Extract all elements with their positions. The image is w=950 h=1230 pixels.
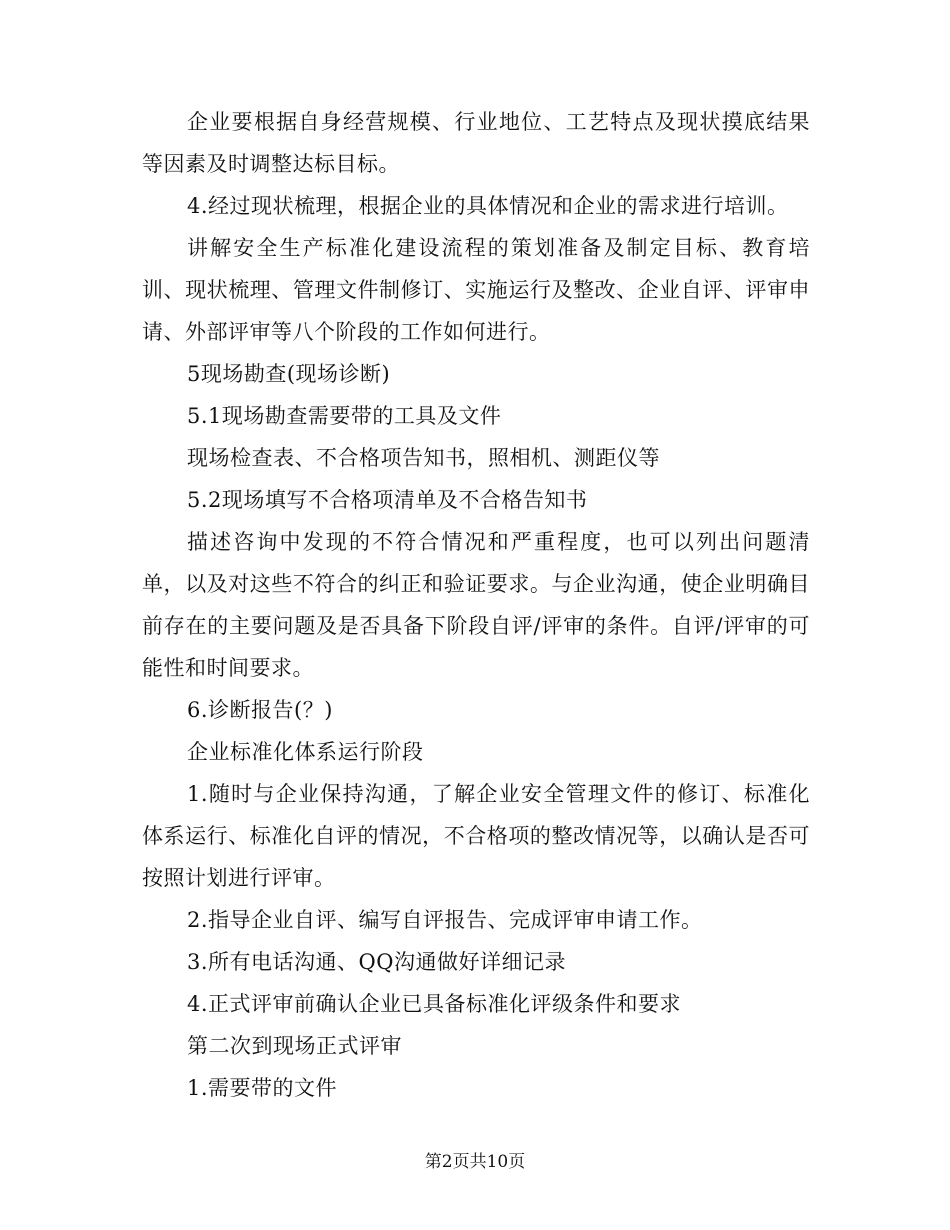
paragraph: 企业要根据自身经营规模、行业地位、工艺特点及现状摸底结果等因素及时调整达标目标。 <box>142 110 810 176</box>
paragraph: 4.经过现状梳理，根据企业的具体情况和企业的需求进行培训。 <box>187 194 789 218</box>
paragraph: 2.指导企业自评、编写自评报告、完成评审申请工作。 <box>187 908 703 932</box>
paragraph: 1.需要带的文件 <box>187 1076 338 1100</box>
paragraph: 描述咨询中发现的不符合情况和严重程度，也可以列出问题清单，以及对这些不符合的纠正和验证要求。与企业沟通，使企业明确目前存在的主要问题及是否具备下阶段自评/评审的条件。自评/评审的可能性和时间要求。 <box>142 530 810 680</box>
document-body <box>142 101 810 1109</box>
paragraph: 5.2现场填写不合格项清单及不合格告知书 <box>187 488 588 512</box>
paragraph: 3.所有电话沟通、QQ沟通做好详细记录 <box>187 950 566 974</box>
paragraph: 现场检查表、不合格项告知书，照相机、测距仪等 <box>187 446 660 470</box>
paragraph: 1.随时与企业保持沟通，了解企业安全管理文件的修订、标准化体系运行、标准化自评的情况，不合格项的整改情况等，以确认是否可按照计划进行评审。 <box>142 782 810 890</box>
paragraph: 企业标准化体系运行阶段 <box>187 740 424 764</box>
paragraph: 4.正式评审前确认企业已具备标准化评级条件和要求 <box>187 992 682 1016</box>
paragraph: 6.诊断报告(？) <box>187 698 333 722</box>
paragraph: 5现场勘查(现场诊断) <box>187 362 391 386</box>
page-number-footer: 第2页共10页 <box>424 1152 526 1172</box>
paragraph: 5.1现场勘查需要带的工具及文件 <box>187 404 502 428</box>
paragraph: 第二次到现场正式评审 <box>187 1034 402 1058</box>
paragraph: 讲解安全生产标准化建设流程的策划准备及制定目标、教育培训、现状梳理、管理文件制修订、实施运行及整改、企业自评、评审申请、外部评审等八个阶段的工作如何进行。 <box>142 236 810 344</box>
